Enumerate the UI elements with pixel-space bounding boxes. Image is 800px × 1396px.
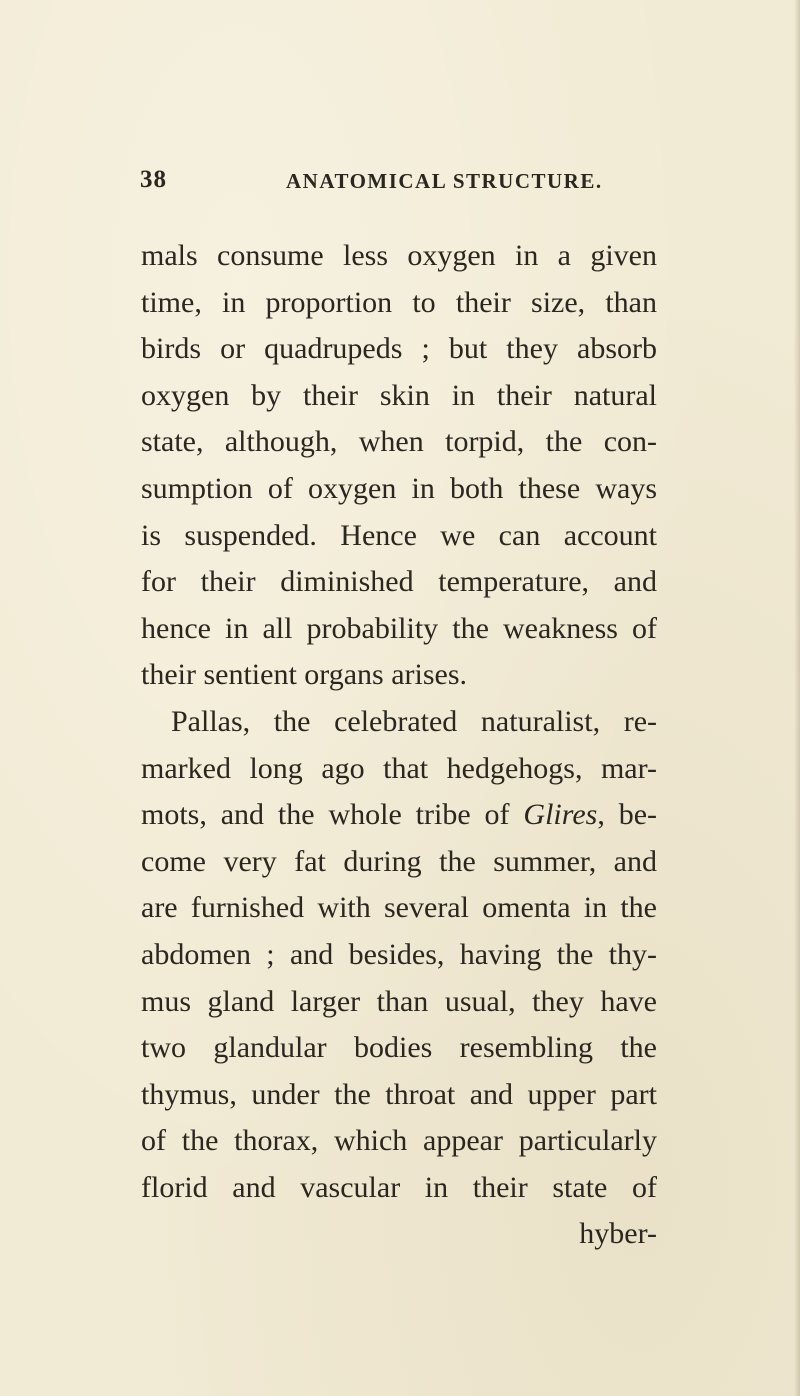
text-line: florid and vascular in their state of (141, 1170, 657, 1204)
italic-term: Glires (523, 798, 598, 832)
running-head: ANATOMICAL STRUCTURE. (286, 169, 603, 193)
text-line: mus gland larger than usual, they have (141, 984, 657, 1018)
text-line: two glandular bodies resembling the (141, 1031, 657, 1065)
text-line: hence in all probability the weakness of (141, 611, 657, 645)
text-line: state, although, when torpid, the con- (141, 425, 657, 459)
paragraph-end-line: their sentient organs arises. (141, 658, 468, 692)
text-line: thymus, under the throat and upper part (141, 1077, 657, 1111)
page-edge-shadow (794, 0, 800, 1396)
text-line: come very fat during the summer, and (141, 844, 657, 878)
text-line: mals consume less oxygen in a given (141, 239, 657, 272)
text-segment: , be- (597, 798, 657, 832)
text-line: is suspended. Hence we can account (141, 518, 657, 552)
page-number: 38 (140, 166, 167, 193)
paragraph-start-line: Pallas, the celebrated naturalist, re- (171, 704, 657, 738)
text-line: sumption of oxygen in both these ways (141, 471, 657, 505)
text-line: for their diminished temperature, and (141, 565, 657, 599)
text-line: oxygen by their skin in their natural (141, 378, 657, 412)
text-line: of the thorax, which appear particularly (141, 1124, 657, 1158)
text-line: abdomen ; and besides, having the thy- (141, 937, 657, 971)
body-text (141, 233, 657, 1258)
page-header (140, 166, 640, 206)
text-line: time, in proportion to their size, than (141, 285, 657, 319)
text-line-with-italic (141, 792, 657, 839)
text-segment: mots, and the whole tribe of (141, 798, 510, 832)
catchword: hyber- (579, 1217, 657, 1251)
text-line: are furnished with several omenta in the (141, 891, 657, 925)
text-line: birds or quadrupeds ; but they absorb (141, 332, 657, 366)
text-line: marked long ago that hedgehogs, mar- (141, 751, 657, 785)
